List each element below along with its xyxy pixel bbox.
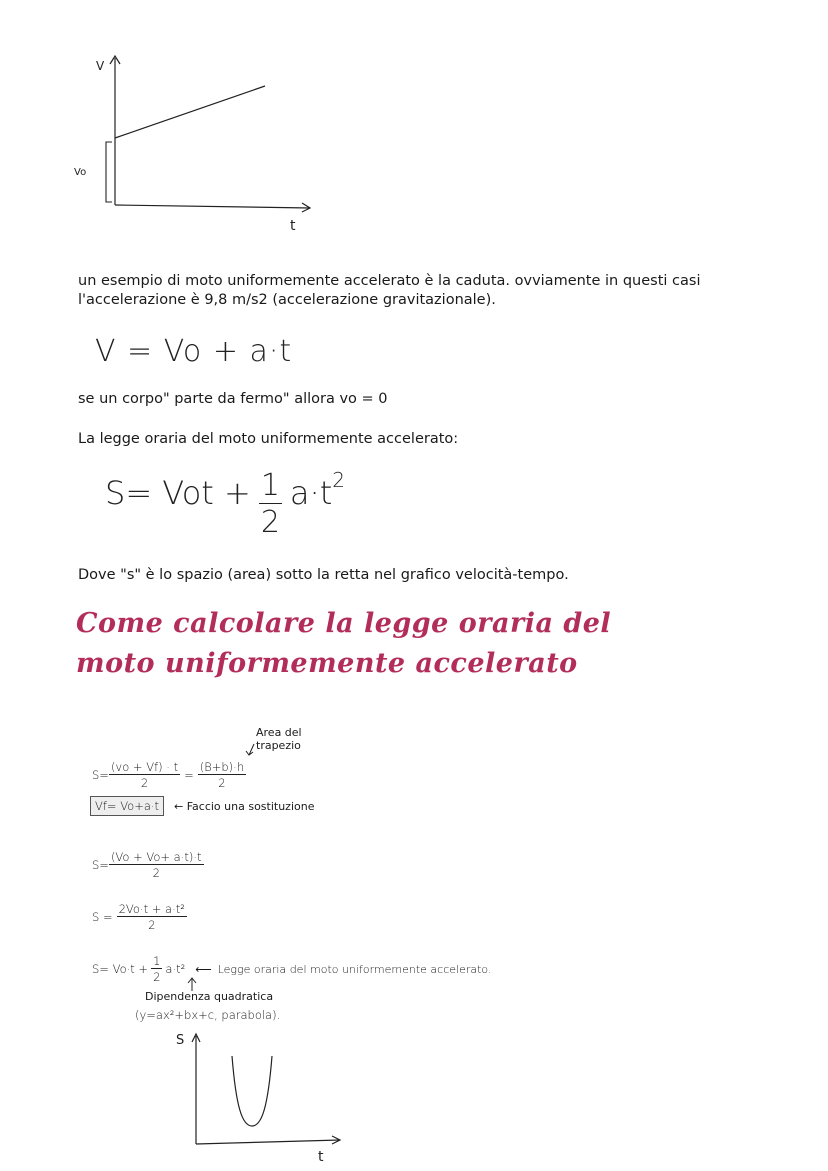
step3-lhs: S = [92, 910, 113, 924]
v0-bracket [106, 142, 112, 202]
velocity-time-graph [60, 50, 330, 240]
position-equation-numerator: 1 [260, 468, 280, 503]
step4-fraction [151, 954, 162, 984]
step1-fraction [109, 760, 180, 790]
left-long-arrow-icon: ⟵ [195, 962, 212, 976]
substitution-note-text: Faccio una sostituzione [186, 800, 315, 813]
quadratic-dependence-title: Dipendenza quadratica [145, 990, 274, 1003]
x-axis [115, 205, 310, 208]
step3-denominator: 2 [148, 918, 156, 932]
step3-numerator: 2Vo·t + a·t² [118, 902, 185, 916]
step4-denominator: 2 [153, 970, 161, 984]
substitution-note [174, 800, 314, 813]
position-equation [105, 468, 345, 540]
y-axis-label: V [96, 59, 105, 73]
derivation-step-3 [92, 902, 187, 932]
left-arrow-icon: ← [174, 800, 184, 813]
derivation-step-4 [92, 954, 491, 984]
step1-numerator: (vo + Vf) · t [110, 760, 179, 774]
parabola-curve [232, 1056, 272, 1126]
step3-fraction [117, 902, 187, 932]
position-equation-rhs: a·t [289, 474, 333, 512]
step4-rhs: a·t² [165, 962, 186, 976]
y-axis-label: S [176, 1033, 185, 1048]
step4-note: Legge oraria del moto uniformemente accelerato. [217, 962, 492, 976]
step2-fraction [109, 850, 204, 880]
step1-equals: = [184, 768, 194, 782]
position-equation-fraction [259, 468, 282, 540]
paragraph-area-explanation: Dove "s" è lo spazio (area) sotto la retta nel grafico velocità-tempo. [78, 567, 569, 583]
trapezoid-area-fraction [198, 760, 246, 790]
space-time-graph [170, 1026, 360, 1166]
trapezoid-area-numerator: (B+b)·h [199, 760, 245, 774]
paragraph-start-from-rest: se un corpo" parte da fermo" allora vo = 0 [78, 391, 388, 407]
derivation-step-2 [92, 850, 204, 880]
x-axis [196, 1140, 340, 1144]
position-equation-lhs: S= Vot + [105, 474, 251, 512]
quadratic-dependence-detail: (y=ax²+bx+c, parabola). [135, 1008, 281, 1022]
area-note: Area del trapezio [256, 726, 302, 752]
area-note-arrow-icon [244, 742, 258, 758]
paragraph-law-intro: La legge oraria del moto uniformemente accelerato: [78, 431, 459, 447]
step2-lhs: S= [92, 858, 109, 872]
x-axis-label: t [290, 218, 296, 234]
step2-denominator: 2 [152, 866, 160, 880]
position-equation-denominator: 2 [260, 505, 280, 540]
section-title: Come calcolare la legge oraria del moto uniformemente accelerato [76, 608, 612, 679]
trapezoid-area-denominator: 2 [218, 776, 226, 790]
step4-lhs: S= Vo·t + [92, 962, 149, 976]
position-equation-exponent: 2 [332, 468, 345, 492]
step4-numerator: 1 [153, 954, 161, 968]
velocity-line [115, 86, 265, 138]
paragraph-uniform-motion-example: un esempio di moto uniformemente accelerato è la caduta. ovviamente in questi casi l'accelerazione è 9,8 m/s2 (accelerazione gravitazionale). [78, 273, 701, 308]
substitution-box: Vf= Vo+a·t [90, 796, 164, 816]
x-axis-label: t [318, 1149, 324, 1165]
velocity-equation: V = Vo + a·t [95, 334, 293, 369]
step1-lhs: S= [92, 768, 109, 782]
step2-numerator: (Vo + Vo+ a·t)·t [110, 850, 202, 864]
v0-label: Vo [74, 167, 87, 178]
derivation-step-1 [92, 760, 246, 790]
step1-denominator: 2 [140, 776, 149, 790]
